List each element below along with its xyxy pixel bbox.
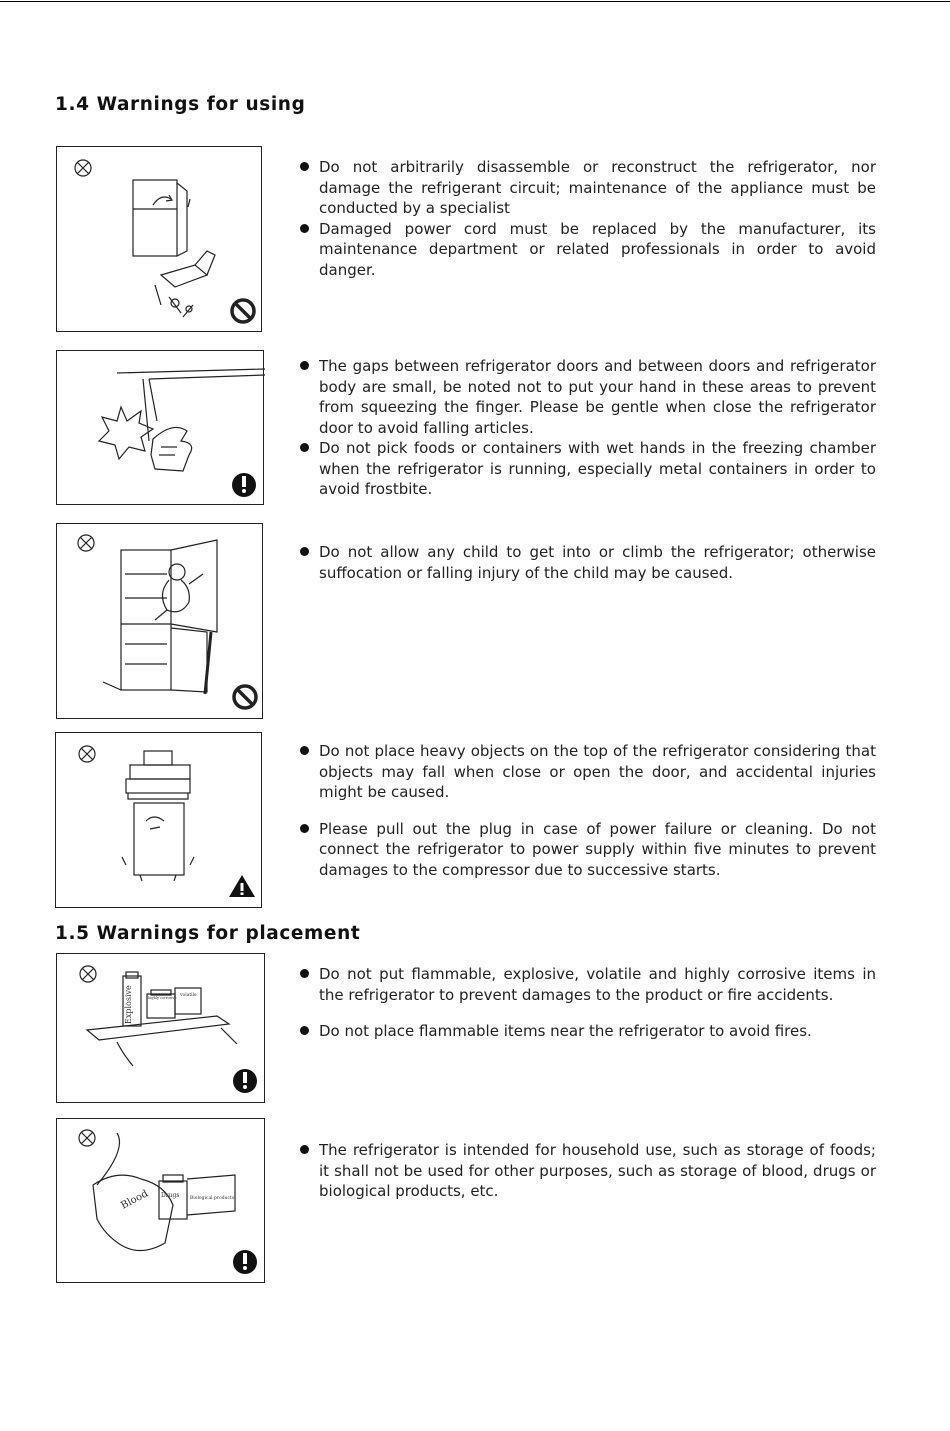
warning-item: Please pull out the plug in case of power failure or cleaning. Do not connect the refrigerator to power supply within five minutes to prevent damages to the compressor due to successive starts. [300,819,876,881]
warning-item: Do not allow any child to get into or climb the refrigerator; otherwise suffocation or falling injury of the child may be caused. [300,542,876,583]
illustration-disassembly [56,146,262,332]
warning-item: Do not arbitrarily disassemble or reconstruct the refrigerator, nor damage the refrigerant circuit; maintenance of the appliance must be conducted by a specialist [300,157,876,219]
no-touch-icon [78,535,94,551]
warning-item: Do not pick foods or containers with wet hands in the freezing chamber when the refrigerator is running, especially metal containers in order to avoid frostbite. [300,438,876,500]
drugs-label: Drugs [161,1192,180,1199]
biological-label: Biological products [190,1196,235,1201]
illustration-door-gap [56,350,264,505]
warning-text-block [300,964,876,1042]
prohibit-badge-icon [232,300,254,322]
top-rule [0,1,950,2]
section-number: 1.4 [55,94,90,115]
warning-text-block [300,542,876,583]
no-touch-icon [79,746,95,762]
warning-item: Do not place flammable items near the refrigerator to avoid fires. [300,1021,876,1042]
warning-item: Damaged power cord must be replaced by the manufacturer, its maintenance department or related professionals in order to avoid danger. [300,219,876,281]
warning-item: Do not put flammable, explosive, volatile and highly corrosive items in the refrigerator to prevent damages to the product or fire accidents. [300,964,876,1005]
section-title: Warnings for placement [96,923,361,944]
mandatory-badge-icon [232,473,256,497]
warning-item: The gaps between refrigerator doors and between doors and refrigerator body are small, be noted not to put your hand in these areas to prevent from squeezing the finger. Please be gentle when close the refrigerator door to avoid falling articles. [300,356,876,438]
illustration-flammable-items [56,953,265,1103]
illustration-household-use [56,1118,265,1283]
illustration-heavy-objects [55,732,262,908]
warning-item: Do not place heavy objects on the top of the refrigerator considering that objects may fall when close or open the door, and accidental injuries might be caused. [300,741,876,803]
section-title: Warnings for using [96,94,306,115]
warning-text-block [300,1140,876,1202]
section-heading-1-4 [55,94,305,115]
caution-badge-icon [229,875,255,897]
illustration-child-climbing [56,523,263,719]
warning-text-block [300,356,876,500]
volatile-label: volatile [180,993,197,998]
section-number: 1.5 [55,923,90,944]
no-touch-icon [79,1130,95,1146]
prohibit-badge-icon [234,686,256,708]
no-touch-icon [75,160,91,176]
no-touch-icon [80,966,96,982]
warning-item: The refrigerator is intended for household use, such as storage of foods; it shall not be used for other purposes, such as storage of blood, drugs or biological products, etc. [300,1140,876,1202]
blood-label: Blood [119,1188,151,1212]
mandatory-badge-icon [233,1069,257,1093]
section-heading-1-5 [55,923,360,944]
corrosive-label: highly corrosive [148,996,177,1000]
explosive-label: Explosive [124,985,133,1024]
warning-text-block [300,157,876,280]
mandatory-badge-icon [233,1250,257,1274]
warning-text-block [300,741,876,880]
